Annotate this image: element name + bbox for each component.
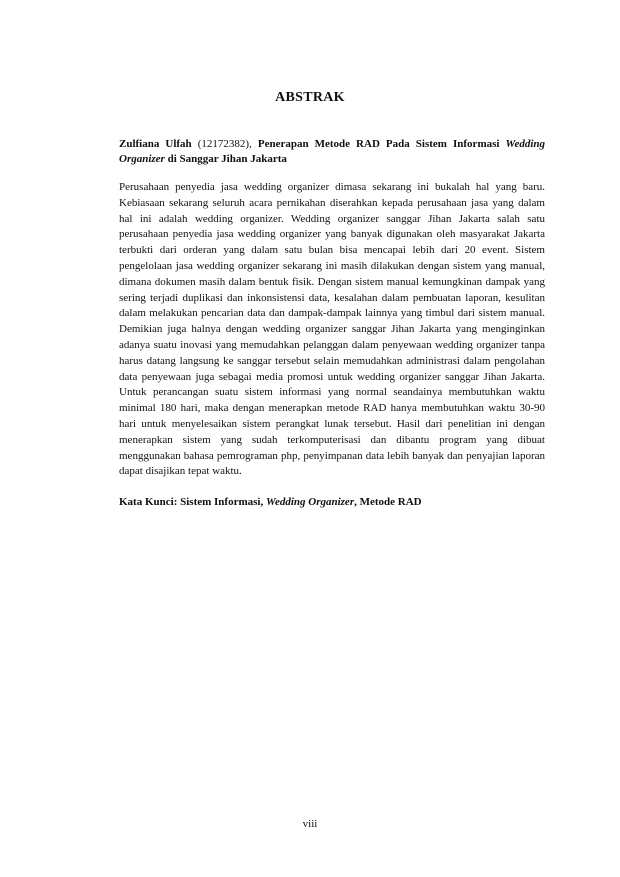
- abstract-title: ABSTRAK: [275, 90, 345, 105]
- thesis-header: [119, 137, 545, 167]
- thesis-title-part1: Penerapan Metode RAD Pada Sistem Informasi: [257, 138, 500, 150]
- thesis-title-part2: di Sanggar Jihan Jakarta: [167, 153, 287, 165]
- thesis-title-italic: Wedding Organizer: [119, 138, 546, 165]
- keywords-rest: , Metode RAD: [354, 496, 422, 508]
- keywords-italic: Wedding Organizer: [265, 496, 355, 508]
- keywords-label: Kata Kunci: Sistem Informasi,: [119, 496, 264, 508]
- author-name: Zulfiana Ulfah: [119, 138, 192, 150]
- keywords: [119, 495, 545, 510]
- abstract-body: Perusahaan penyedia jasa wedding organizer dimasa sekarang ini bukalah hal yang baru. Kebiasaan sekarang seluruh acara pernikahan diserahkan kepada perusahaan jasa yang dalam hal ini adalah wedding organizer. Wedding organizer sanggar Jihan Jakarta salah satu perusahaan penyedia jasa wedding organizer yang banyak digunakan oleh masyarakat Jakarta terbukti dari orderan yang dalam satu bulan bisa mencapai lebih dari 20 event. Sistem pengelolaan jasa wedding organizer sekarang ini masih dilakukan dengan sistem yang manual, dimana dokumen masih dalam bentuk fisik. Dengan sistem manual kemungkinan dampak yang sering terjadi duplikasi dan inkonsistensi data, kesalahan dalam pembuatan laporan, kesulitan dalam melakukan pencarian data dan dampak-dampak lainnya yang timbul dari sistem manual. Demikian juga halnya dengan wedding organizer sanggar Jihan Jakarta yang menginginkan adanya suatu inovasi yang memudahkan pelanggan dalam penyewaan wedding organizer tanpa harus datang langsung ke sanggar tersebut selain memudahkan administrasi dalam pengolahan data penyewaan juga sebagai media promosi untuk wedding organizer sanggar Jihan Jakarta. Untuk perancangan suatu sistem informasi yang normal seandainya membutuhkan waktu minimal 180 hari, maka dengan menerapkan metode RAD hanya membutuhkan waktu 30-90 hari untuk menyelesaikan sistem perangkat lunak tersebut. Hasil dari penelitian ini dengan menerapkan sistem yang sudah terkomputerisasi dan dibantu program yang dibuat menggunakan bahasa pemrograman php, penyimpanan data lebih banyak dan penyajian laporan dapat disajikan tepat waktu.: [119, 181, 545, 478]
- student-id: (12172382),: [197, 138, 252, 150]
- page-number: viii: [302, 818, 318, 830]
